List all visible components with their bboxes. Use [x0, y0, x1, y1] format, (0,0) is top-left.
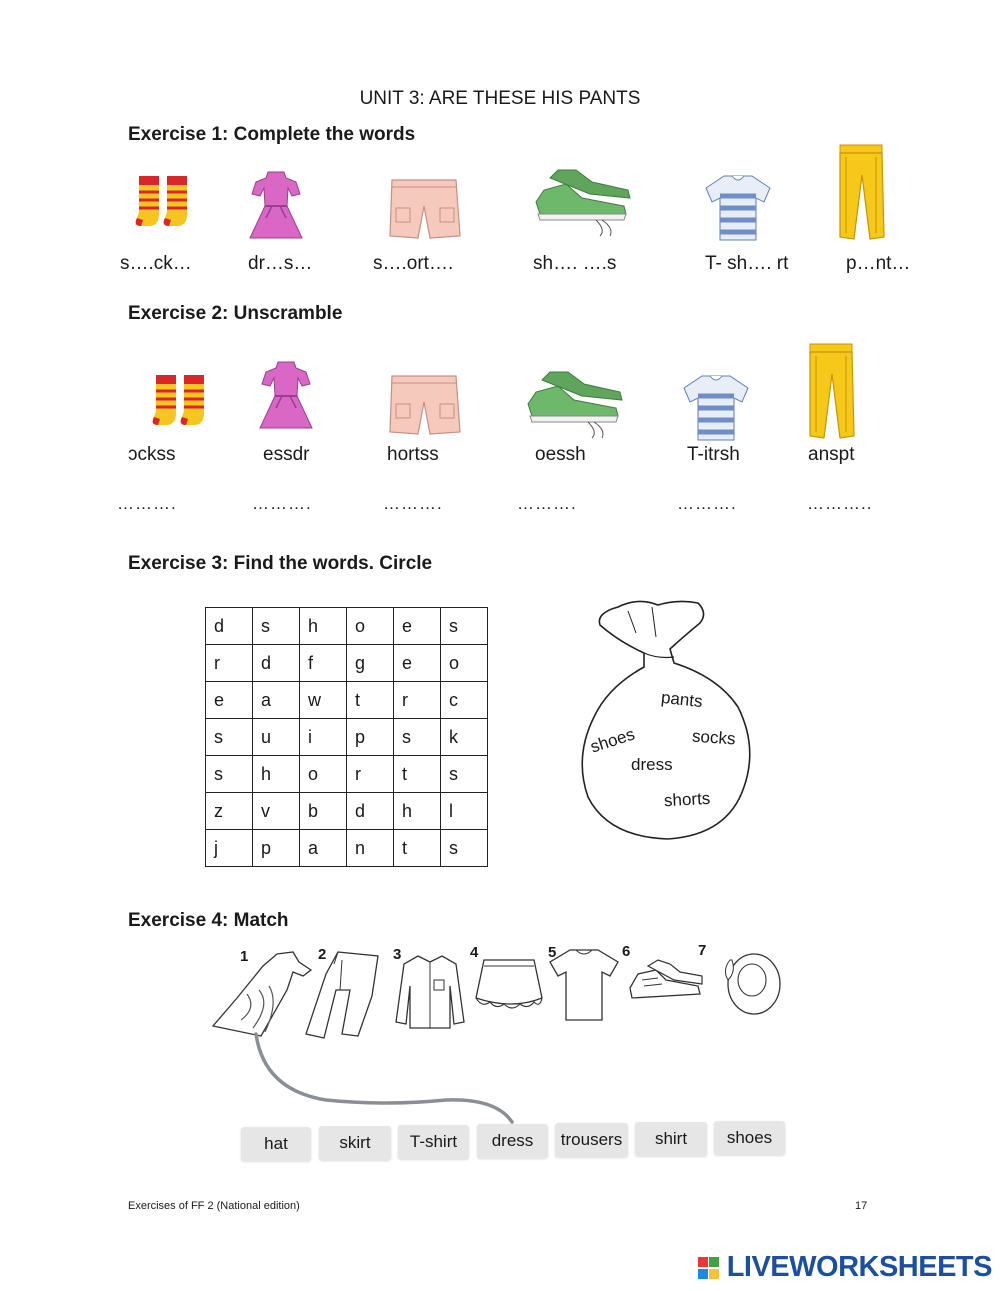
tshirt-icon [706, 176, 772, 242]
ex1-word-4: sh…. ….s [533, 253, 617, 274]
dress-icon [262, 362, 314, 432]
ex2-scrambled-1: ɔckss [128, 444, 176, 465]
grid-cell[interactable]: g [347, 645, 394, 682]
grid-cell[interactable]: d [206, 608, 253, 645]
ex2-scrambled-5: T-itrsh [687, 444, 740, 465]
grid-cell[interactable]: v [253, 793, 300, 830]
page-number: 17 [855, 1200, 868, 1212]
match-word-tshirt[interactable]: T-shirt [398, 1125, 469, 1159]
pants-icon [838, 145, 886, 241]
match-word-shirt[interactable]: shirt [635, 1122, 707, 1156]
match-number-3: 3 [393, 946, 402, 963]
grid-cell[interactable]: o [441, 645, 488, 682]
grid-cell[interactable]: t [394, 830, 441, 867]
ex2-answer-blank-6[interactable]: ……….. [807, 494, 873, 513]
grid-cell[interactable]: f [300, 645, 347, 682]
socks-icon [152, 375, 212, 429]
trousers-outline-icon [302, 950, 382, 1042]
ex1-word-1: s….ck… [120, 253, 192, 274]
grid-cell[interactable]: w [300, 682, 347, 719]
skirt-outline-icon [472, 958, 546, 1014]
exercise-3-heading: Exercise 3: Find the words. Circle [128, 553, 433, 574]
match-number-6: 6 [622, 943, 631, 960]
grid-cell[interactable]: o [300, 756, 347, 793]
word-search-grid [205, 607, 488, 867]
shirt-outline-icon [392, 952, 468, 1032]
grid-cell[interactable]: s [206, 719, 253, 756]
pants-icon [808, 344, 856, 440]
ex2-scrambled-2: essdr [263, 444, 310, 465]
grid-cell[interactable]: s [394, 719, 441, 756]
grid-cell[interactable]: p [347, 719, 394, 756]
ex1-word-3: s….ort…. [373, 253, 454, 274]
grid-cell[interactable]: t [394, 756, 441, 793]
grid-cell[interactable]: a [253, 682, 300, 719]
ex2-scrambled-3: hortss [387, 444, 439, 465]
tshirt-outline-icon [548, 948, 620, 1022]
match-number-2: 2 [318, 946, 327, 963]
page-title: UNIT 3: ARE THESE HIS PANTS [359, 88, 641, 109]
grid-cell[interactable]: r [394, 682, 441, 719]
match-word-skirt[interactable]: skirt [319, 1126, 391, 1160]
grid-cell[interactable]: r [206, 645, 253, 682]
ex2-scrambled-6: anspt [808, 444, 855, 465]
grid-cell[interactable]: h [300, 608, 347, 645]
socks-icon [135, 176, 195, 230]
grid-cell[interactable]: s [253, 608, 300, 645]
grid-cell[interactable]: s [206, 756, 253, 793]
bag-word-shorts: shorts [663, 788, 711, 811]
grid-cell[interactable]: h [253, 756, 300, 793]
grid-cell[interactable]: r [347, 756, 394, 793]
ex1-word-6: p…nt… [846, 253, 911, 274]
match-word-hat[interactable]: hat [241, 1127, 311, 1161]
grid-cell[interactable]: u [253, 719, 300, 756]
grid-cell[interactable]: s [441, 756, 488, 793]
match-number-4: 4 [470, 944, 479, 961]
shoes-icon [536, 170, 632, 238]
grid-cell[interactable]: s [441, 608, 488, 645]
grid-cell[interactable]: i [300, 719, 347, 756]
grid-cell[interactable]: e [206, 682, 253, 719]
grid-cell[interactable]: h [394, 793, 441, 830]
grid-cell[interactable]: z [206, 793, 253, 830]
liveworksheets-logo-icon [698, 1257, 720, 1281]
shoes-icon [528, 372, 624, 440]
ex2-answer-blank-3[interactable]: ………. [383, 494, 443, 513]
grid-cell[interactable]: s [441, 830, 488, 867]
tshirt-icon [684, 376, 750, 442]
shorts-icon [390, 180, 462, 240]
grid-cell[interactable]: o [347, 608, 394, 645]
match-word-trousers[interactable]: trousers [555, 1123, 628, 1157]
match-word-dress[interactable]: dress [477, 1124, 548, 1158]
hat-outline-icon [712, 946, 782, 1018]
ex1-word-5: T- sh…. rt [705, 253, 789, 274]
bag-word-socks: socks [691, 726, 737, 749]
dress-outline-icon [207, 950, 317, 1040]
ex1-word-2: dr…s… [248, 253, 313, 274]
bag-word-pants: pants [660, 687, 704, 712]
match-number-5: 5 [548, 944, 557, 961]
match-number-1: 1 [240, 948, 249, 965]
grid-cell[interactable]: j [206, 830, 253, 867]
sneakers-outline-icon [628, 960, 704, 1006]
bag-word-dress: dress [631, 755, 673, 774]
grid-cell[interactable]: d [347, 793, 394, 830]
grid-cell[interactable]: p [253, 830, 300, 867]
dress-icon [252, 172, 304, 242]
grid-cell[interactable]: c [441, 682, 488, 719]
grid-cell[interactable]: k [441, 719, 488, 756]
grid-cell[interactable]: e [394, 608, 441, 645]
match-word-shoes[interactable]: shoes [714, 1121, 785, 1155]
brand-wordmark[interactable]: LIVEWORKSHEETS [726, 1251, 992, 1283]
grid-cell[interactable]: d [253, 645, 300, 682]
exercise-1-heading: Exercise 1: Complete the words [128, 124, 416, 145]
example-match-line [246, 1030, 526, 1130]
ex2-scrambled-4: oessh [535, 444, 586, 465]
grid-cell[interactable]: t [347, 682, 394, 719]
grid-cell[interactable]: a [300, 830, 347, 867]
exercise-4-heading: Exercise 4: Match [128, 910, 289, 931]
ex2-answer-blank-5[interactable]: ………. [677, 494, 737, 513]
grid-cell[interactable]: n [347, 830, 394, 867]
grid-cell[interactable]: e [394, 645, 441, 682]
ex2-answer-blank-2[interactable]: ………. [252, 494, 312, 513]
grid-cell[interactable]: b [300, 793, 347, 830]
grid-cell[interactable]: l [441, 793, 488, 830]
match-number-7: 7 [698, 942, 707, 959]
ex2-answer-blank-4[interactable]: ………. [517, 494, 577, 513]
bag-word-shoes: shoes [588, 724, 638, 757]
shorts-icon [390, 376, 462, 436]
footer-source: Exercises of FF 2 (National edition) [128, 1200, 300, 1212]
exercise-2-heading: Exercise 2: Unscramble [128, 303, 343, 324]
ex2-answer-blank-1[interactable]: ………. [117, 494, 177, 513]
